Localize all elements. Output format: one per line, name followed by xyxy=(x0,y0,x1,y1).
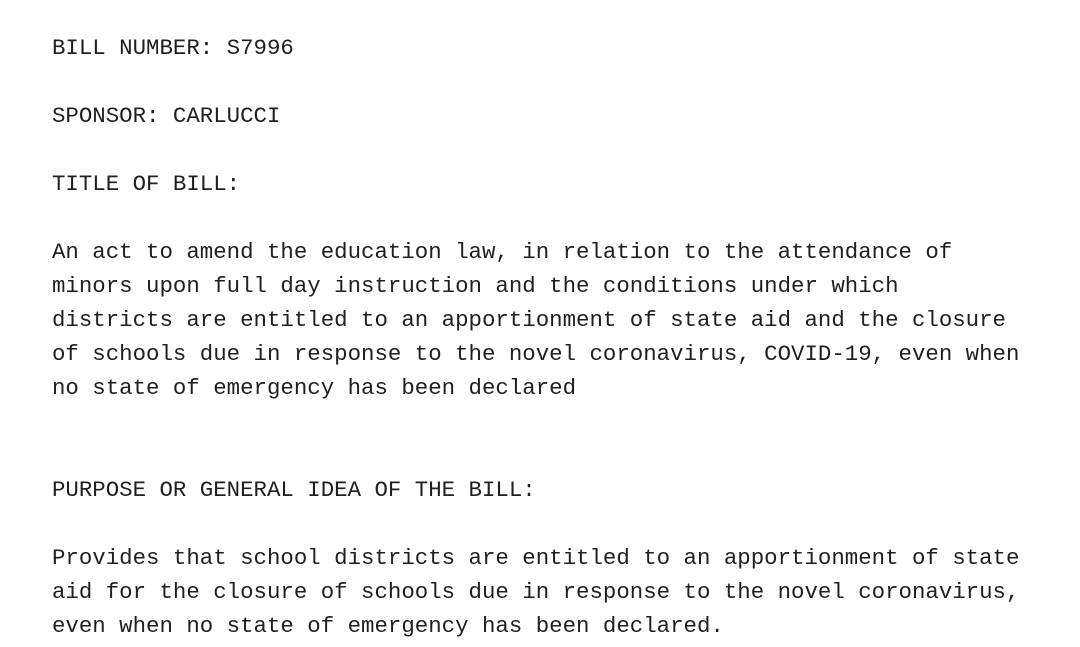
sponsor-line: SPONSOR: CARLUCCI xyxy=(52,103,281,129)
title-paragraph-line: districts are entitled to an apportionment of state aid and the closure xyxy=(52,307,1006,333)
title-paragraph-line: no state of emergency has been declared xyxy=(52,375,577,401)
blank-line-spacer xyxy=(52,65,1040,99)
title-paragraph xyxy=(52,235,1040,405)
title-paragraph-line: minors upon full day instruction and the conditions under which xyxy=(52,273,899,299)
purpose-heading: PURPOSE OR GENERAL IDEA OF THE BILL: xyxy=(52,477,536,503)
purpose-paragraph-line: even when no state of emergency has been declared. xyxy=(52,613,724,639)
purpose-paragraph-line: Provides that school districts are entitled to an apportionment of state xyxy=(52,545,1020,571)
blank-line-spacer xyxy=(52,133,1040,167)
blank-line-spacer xyxy=(52,201,1040,235)
purpose-paragraph xyxy=(52,541,1040,643)
bill-number-line: BILL NUMBER: S7996 xyxy=(52,35,294,61)
blank-line-spacer xyxy=(52,507,1040,541)
blank-line-spacer xyxy=(52,405,1040,473)
title-paragraph-line: An act to amend the education law, in relation to the attendance of xyxy=(52,239,953,265)
title-of-bill-heading: TITLE OF BILL: xyxy=(52,171,241,197)
purpose-paragraph-line: aid for the closure of schools due in response to the novel coronavirus, xyxy=(52,579,1020,605)
title-paragraph-line: of schools due in response to the novel coronavirus, COVID-19, even when xyxy=(52,341,1020,367)
